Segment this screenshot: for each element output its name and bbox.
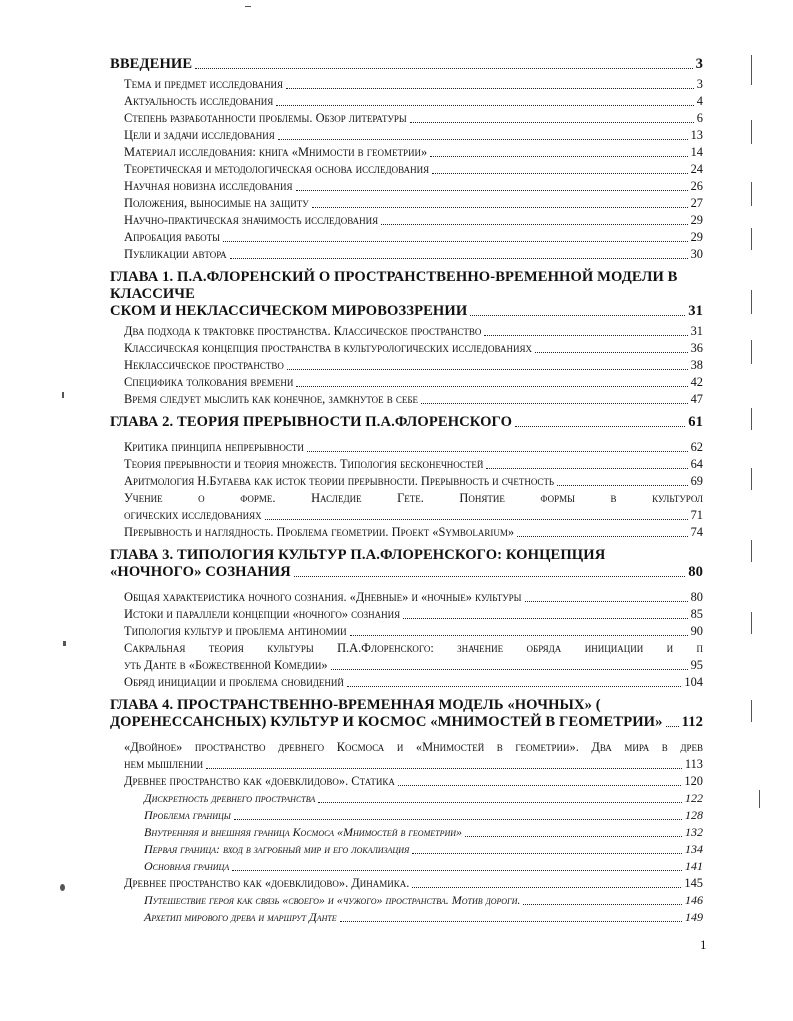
- toc-section: [110, 623, 703, 640]
- dot-leader: [410, 122, 694, 123]
- dot-leader: [412, 887, 681, 888]
- dot-leader: [421, 403, 688, 404]
- toc-page-number: 42: [690, 375, 703, 389]
- toc-page-number: 47: [690, 392, 703, 406]
- toc-subsection: [110, 824, 703, 841]
- toc-page-number: 31: [690, 324, 703, 338]
- scan-mark: [751, 290, 752, 314]
- toc-page-number: 128: [685, 808, 703, 822]
- toc-title: Типология культур и проблема антиномии: [124, 624, 347, 638]
- toc-page-number: 61: [688, 414, 703, 430]
- toc-title: Классическая концепция пространства в культурологических исследованиях: [124, 341, 532, 355]
- toc-page-number: 122: [685, 791, 703, 805]
- toc-page-number: 36: [690, 341, 703, 355]
- toc-title: Истоки и параллели концепции «ночного» сознания: [124, 607, 401, 621]
- toc-page-number: 80: [688, 564, 703, 580]
- toc-title-part: ГЛАВА 3. ТИПОЛОГИЯ КУЛЬТУР П.А.ФЛОРЕНСКОГО: КОНЦЕПЦИЯ: [110, 547, 606, 563]
- scan-mark: [751, 540, 752, 562]
- dot-leader: [234, 819, 682, 820]
- toc-title-line: [110, 697, 703, 714]
- toc-title: Апробация работы: [124, 230, 221, 244]
- toc-page-number: 26: [690, 179, 703, 193]
- toc-page-number: 4: [696, 94, 703, 108]
- toc-title: Материал исследования: книга «Мнимости в геометрии»: [124, 145, 428, 159]
- toc-subsection: [110, 892, 703, 909]
- toc-section: [110, 76, 703, 93]
- toc-page-number: 64: [690, 457, 703, 471]
- dot-leader: [381, 224, 687, 225]
- toc-page-number: 31: [688, 303, 703, 319]
- toc-title-part: уть Данте в «Божественной Комедии»: [124, 658, 328, 672]
- toc-page-number: 29: [690, 213, 703, 227]
- dot-leader: [470, 315, 685, 316]
- toc-title-line: [110, 269, 703, 303]
- toc-page-number: 14: [690, 145, 703, 159]
- toc-page-number: 6: [696, 111, 703, 125]
- toc-section: [110, 178, 703, 195]
- toc-section: [110, 195, 703, 212]
- dot-leader: [432, 173, 688, 174]
- toc-page-number: 3: [695, 56, 703, 72]
- toc-section: [110, 229, 703, 246]
- toc-title: Публикации автора: [124, 247, 227, 261]
- toc-page-number: 104: [684, 675, 703, 689]
- scan-mark: [751, 340, 752, 364]
- toc-title-part: «НОЧНОГО» СОЗНАНИЯ: [110, 564, 291, 580]
- page-number: 1: [700, 937, 707, 952]
- toc-section: [110, 357, 703, 374]
- toc-title: ГЛАВА 2. ТЕОРИЯ ПРЕРЫВНОСТИ П.А.ФЛОРЕНСКОГО: [110, 414, 513, 430]
- dot-leader: [331, 669, 688, 670]
- dot-leader: [666, 726, 679, 727]
- dot-leader: [296, 386, 687, 387]
- toc-section: [110, 323, 703, 340]
- toc-subsection: [110, 909, 703, 926]
- toc-title: Цели и задачи исследования: [124, 128, 275, 142]
- toc-section: [110, 144, 703, 161]
- toc-section: [110, 439, 703, 456]
- toc-title-part: огических исследованиях: [124, 508, 262, 522]
- toc-section: [110, 93, 703, 110]
- toc-title-line: [124, 657, 703, 674]
- toc-title: Теория прерывности и теория множеств. Типология бесконечностей: [124, 457, 484, 471]
- dot-leader: [294, 576, 685, 577]
- scan-dot: [60, 884, 65, 891]
- scan-mark: [751, 120, 752, 144]
- dot-leader: [307, 451, 688, 452]
- toc-chapter: [110, 269, 703, 320]
- toc-title-line: [124, 756, 703, 773]
- toc-title: Путешествие героя как связь «своего» и «чужого» пространства. Мотив дороги.: [144, 893, 521, 907]
- dot-leader: [484, 335, 687, 336]
- toc-chapter: [110, 697, 703, 731]
- toc-title-part: ГЛАВА 1. П.А.ФЛОРЕНСКИЙ О ПРОСТРАНСТВЕННО-ВРЕМЕННОЙ МОДЕЛИ В КЛАССИЧЕ: [110, 269, 678, 302]
- dot-leader: [195, 68, 692, 69]
- toc-title: Научно-практическая значимость исследования: [124, 213, 379, 227]
- toc-page-number: 113: [684, 757, 703, 771]
- dot-leader: [278, 139, 688, 140]
- toc-page-number: 120: [684, 774, 703, 788]
- toc-section: [110, 606, 703, 623]
- dot-leader: [557, 485, 688, 486]
- toc-page-number: 27: [690, 196, 703, 210]
- scan-mark: [751, 408, 752, 430]
- dot-leader: [340, 921, 682, 922]
- toc-title-line: [110, 564, 703, 581]
- toc-section: [110, 589, 703, 606]
- dot-leader: [206, 768, 682, 769]
- toc-title: Внутренняя и внешняя граница Космоса «Мнимостей в геометрии»: [144, 825, 463, 839]
- toc-section: [110, 875, 703, 892]
- dot-leader: [347, 686, 682, 687]
- dot-leader: [517, 536, 688, 537]
- toc-title: Положения, выносимые на защиту: [124, 196, 309, 210]
- toc-page-number: 149: [685, 910, 703, 924]
- toc-section: [110, 456, 703, 473]
- toc-subsection: [110, 858, 703, 875]
- scan-mark: [759, 790, 760, 808]
- dot-leader: [296, 190, 688, 191]
- toc-page-number: 13: [690, 128, 703, 142]
- toc-title-line: [110, 303, 703, 320]
- dot-leader: [523, 904, 682, 905]
- dot-leader: [403, 618, 687, 619]
- dot-leader: [515, 426, 685, 427]
- dot-leader: [412, 853, 682, 854]
- dot-leader: [232, 870, 682, 871]
- toc-page-number: 74: [690, 525, 703, 539]
- toc-title-line: [124, 640, 703, 657]
- toc-title: Степень разработанности проблемы. Обзор литературы: [124, 111, 407, 125]
- toc-title: Время следует мыслить как конечное, замкнутое в себе: [124, 392, 419, 406]
- toc-page-number: 29: [690, 230, 703, 244]
- toc-subsection: [110, 790, 703, 807]
- toc-subsection: [110, 841, 703, 858]
- toc-title-part: «Двойное» пространство древнего Космоса и «Мнимостей в геометрии». Два мира в древ: [124, 740, 703, 754]
- dot-leader: [312, 207, 688, 208]
- toc-title-part: Учение о форме. Наследие Гете. Понятие формы в культурол: [124, 491, 703, 505]
- toc-section: [110, 640, 703, 674]
- scan-mark: [751, 228, 752, 250]
- toc-title-line: [124, 490, 703, 507]
- toc-section: [110, 212, 703, 229]
- toc-title: Прерывность и наглядность. Проблема геометрии. Проект «Symbolarium»: [124, 525, 515, 539]
- toc-page-number: 38: [690, 358, 703, 372]
- toc-title: Общая характеристика ночного сознания. «Дневные» и «ночные» культуры: [124, 590, 522, 604]
- toc-page-number: 112: [681, 714, 703, 730]
- dot-leader: [265, 519, 688, 520]
- toc-page-number: 90: [690, 624, 703, 638]
- toc-chapter: [110, 414, 703, 431]
- toc-title: Архетип мирового древа и маршрут Данте: [144, 910, 337, 924]
- toc-section: [110, 127, 703, 144]
- toc-title-part: нем мышлении: [124, 757, 204, 771]
- toc-page-number: 30: [690, 247, 703, 261]
- toc-chapter: [110, 56, 703, 73]
- scan-mark: [751, 182, 752, 206]
- scan-mark: [751, 55, 752, 85]
- toc-section: [110, 739, 703, 773]
- toc-section: [110, 674, 703, 691]
- toc-page-number: 132: [685, 825, 703, 839]
- dot-leader: [350, 635, 688, 636]
- toc-title: Критика принципа непрерывности: [124, 440, 304, 454]
- toc-section: [110, 391, 703, 408]
- dot-leader: [287, 369, 688, 370]
- toc-title: Тема и предмет исследования: [124, 77, 283, 91]
- scan-mark: [245, 6, 251, 7]
- toc-page-number: 24: [690, 162, 703, 176]
- dot-leader: [430, 156, 687, 157]
- toc-title-part: СКОМ И НЕКЛАССИЧЕСКОМ МИРОВОЗЗРЕНИИ: [110, 303, 468, 319]
- dot-leader: [486, 468, 687, 469]
- toc-title-line: [124, 507, 703, 524]
- toc-title-line: [110, 714, 703, 731]
- toc-page-number: 62: [690, 440, 703, 454]
- toc-section: [110, 161, 703, 178]
- table-of-contents: [110, 56, 703, 926]
- toc-title-part: Сакральная теория культуры П.А.Флоренского: значение обряда инициации и п: [124, 641, 703, 655]
- toc-page-number: 85: [690, 607, 703, 621]
- dot-leader: [318, 802, 682, 803]
- dot-leader: [535, 352, 688, 353]
- toc-title: Неклассическое пространство: [124, 358, 284, 372]
- scan-mark: [751, 612, 752, 634]
- toc-title-line: [110, 547, 703, 564]
- toc-title: Проблема границы: [144, 808, 231, 822]
- toc-title: Теоретическая и методологическая основа исследования: [124, 162, 430, 176]
- toc-title: Обряд инициации и проблема сновидений: [124, 675, 344, 689]
- toc-title-line: [124, 739, 703, 756]
- toc-page-number: 141: [685, 859, 703, 873]
- scan-dot: [62, 392, 64, 398]
- toc-page-number: 80: [690, 590, 703, 604]
- toc-page-number: 71: [690, 508, 703, 522]
- dot-leader: [398, 785, 682, 786]
- toc-title: Аритмология Н.Бугаева как исток теории прерывности. Прерывность и счетность: [124, 474, 555, 488]
- dot-leader: [525, 601, 688, 602]
- toc-title: Древнее пространство как «доевклидово». Статика: [124, 774, 395, 788]
- dot-leader: [465, 836, 682, 837]
- toc-title: Два подхода к трактовке пространства. Классическое пространство: [124, 324, 482, 338]
- toc-page-number: 134: [685, 842, 703, 856]
- toc-page-number: 145: [684, 876, 703, 890]
- toc-section: [110, 524, 703, 541]
- toc-title-part: ДОРЕНЕССАНСНЫХ) КУЛЬТУР И КОСМОС «МНИМОСТЕЙ В ГЕОМЕТРИИ»: [110, 714, 663, 730]
- dot-leader: [276, 105, 694, 106]
- scan-dot: [63, 641, 66, 646]
- toc-title: Дискретность древнего пространства: [144, 791, 316, 805]
- toc-page-number: 95: [690, 658, 703, 672]
- toc-title: ВВЕДЕНИЕ: [110, 56, 193, 72]
- toc-title: Древнее пространство как «доевклидово». Динамика.: [124, 876, 410, 890]
- toc-section: [110, 773, 703, 790]
- dot-leader: [223, 241, 688, 242]
- toc-section: [110, 110, 703, 127]
- toc-section: [110, 340, 703, 357]
- toc-title: Первая граница: вход в загробный мир и его локализация: [144, 842, 410, 856]
- toc-section: [110, 246, 703, 263]
- toc-title-part: ГЛАВА 4. ПРОСТРАНСТВЕННО-ВРЕМЕННАЯ МОДЕЛЬ «НОЧНЫХ» (: [110, 697, 601, 713]
- scan-mark: [751, 700, 752, 722]
- toc-title: Основная граница: [144, 859, 230, 873]
- dot-leader: [286, 88, 694, 89]
- toc-section: [110, 374, 703, 391]
- toc-page-number: 3: [696, 77, 703, 91]
- toc-chapter: [110, 547, 703, 581]
- toc-subsection: [110, 807, 703, 824]
- toc-title: Специфика толкования времени: [124, 375, 294, 389]
- toc-page-number: 69: [690, 474, 703, 488]
- scan-mark: [751, 468, 752, 490]
- toc-section: [110, 490, 703, 524]
- dot-leader: [230, 258, 688, 259]
- toc-title: Актуальность исследования: [124, 94, 274, 108]
- toc-section: [110, 473, 703, 490]
- toc-title: Научная новизна исследования: [124, 179, 293, 193]
- toc-page-number: 146: [685, 893, 703, 907]
